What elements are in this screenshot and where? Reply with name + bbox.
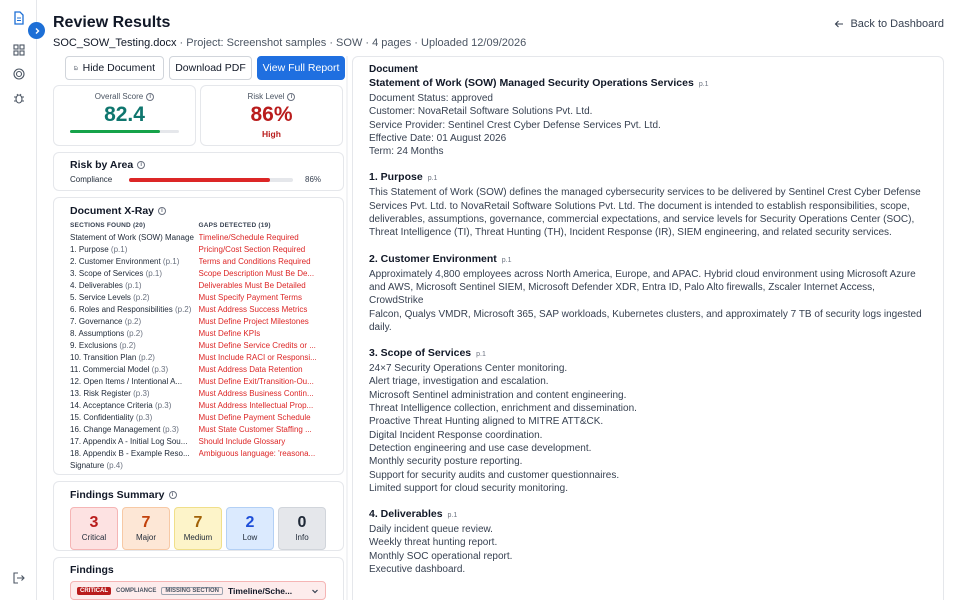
section-item[interactable] xyxy=(70,232,199,244)
section-page: (p.2) xyxy=(122,317,142,326)
severity-count: 2 xyxy=(245,514,255,531)
gap-item[interactable]: Must Address Intellectual Prop... xyxy=(198,401,314,410)
back-label: Back to Dashboard xyxy=(850,18,944,30)
section-item[interactable] xyxy=(70,460,199,472)
document-meta-line: Customer: NovaRetail Software Solutions Pvt. Ltd. xyxy=(369,106,593,118)
section-item[interactable] xyxy=(70,328,199,340)
finding-title: Timeline/Sche... xyxy=(228,585,293,596)
gap-item[interactable]: Ambiguous language: 'reasona... xyxy=(198,449,316,458)
nav-rail xyxy=(0,0,37,600)
info-icon[interactable]: i xyxy=(158,207,166,215)
risk-area-name: Compliance xyxy=(70,175,113,184)
section-line: Alert triage, investigation and escalation. xyxy=(369,376,549,388)
section-name: Signature xyxy=(70,461,105,470)
severity-count: 0 xyxy=(297,514,307,531)
bug-icon[interactable] xyxy=(11,90,26,105)
document-meta-line: Term: 24 Months xyxy=(369,146,444,158)
section-name: 4. Deliverables xyxy=(70,281,123,290)
findings-summary-card xyxy=(53,481,344,551)
section-name: 9. Exclusions xyxy=(70,341,118,350)
hide-document-label: Hide Document xyxy=(82,62,155,74)
section-name: 11. Commercial Model xyxy=(70,365,150,374)
section-line: deliverables, assumptions, governance, commercial expectations, and service levels for Security Operations Center (SOC), xyxy=(369,214,915,226)
document-title-text: Statement of Work (SOW) Managed Security Operations Services xyxy=(369,77,694,89)
gap-item[interactable]: Must Include RACI or Responsi... xyxy=(198,353,317,362)
page-tag: p.1 xyxy=(476,351,486,359)
page-tag: p.1 xyxy=(427,175,438,183)
finding-item[interactable] xyxy=(70,581,326,600)
section-item[interactable] xyxy=(70,388,199,400)
section-heading xyxy=(369,171,927,183)
section-body xyxy=(369,523,927,576)
section-page: (p.4) xyxy=(104,461,123,470)
section-heading-text: 2. Customer Environment xyxy=(369,252,497,265)
document-meta-line: Document Status: approved xyxy=(369,93,493,104)
section-name: 17. Appendix A - Initial Log Sou... xyxy=(70,437,188,446)
section-line: Daily incident queue review. xyxy=(369,524,493,536)
document-section xyxy=(369,347,927,495)
section-heading xyxy=(369,347,927,359)
gaps-list xyxy=(199,232,328,460)
section-page: (p.2) xyxy=(124,329,143,338)
document-section xyxy=(369,253,927,334)
section-name: 12. Open Items / Intentional A... xyxy=(70,377,183,386)
section-line: Monthly SOC operational report. xyxy=(369,550,513,562)
gap-item[interactable]: Pricing/Cost Section Required xyxy=(198,245,306,254)
section-line: 24×7 Security Operations Center monitoring. xyxy=(369,363,568,375)
gap-item[interactable]: Must Address Data Retention xyxy=(198,365,303,374)
page-title: Review Results xyxy=(53,14,171,31)
section-heading xyxy=(369,253,927,265)
section-name: 18. Appendix B - Example Reso... xyxy=(70,449,190,458)
section-page: (p.3) xyxy=(133,413,153,422)
severity-count-critical[interactable] xyxy=(70,507,118,550)
section-line: Detection engineering and use case development. xyxy=(369,442,592,454)
severity-badge: CRITICAL xyxy=(77,587,111,595)
findings-summary-title: Findings Summary xyxy=(70,489,165,501)
section-line: Services Pvt. Ltd. to NovaRetail Software Solutions Pvt. Ltd. The document is intended to establish responsibilities, scope, xyxy=(369,200,910,212)
section-page: (p.1) xyxy=(108,245,128,254)
section-item[interactable] xyxy=(70,340,199,352)
page-tag: p.1 xyxy=(501,256,512,264)
section-line: This Statement of Work (SOW) defines the managed cybersecurity services to be delivered by Sentinel Crest Cyber Defense xyxy=(369,187,921,199)
section-heading-text: 4. Deliverables xyxy=(369,508,443,521)
section-item[interactable] xyxy=(70,244,199,256)
info-icon[interactable]: i xyxy=(137,161,145,169)
section-line: Threat Intelligence (TI), Threat Hunting (TH), Incident Response (IR), SIEM engineering, and related security services. xyxy=(369,227,892,239)
page-tag: p.1 xyxy=(447,512,458,520)
document-meta-line: Effective Date: 01 August 2026 xyxy=(369,132,507,144)
section-page: (p.3) xyxy=(160,425,179,434)
section-line: Proactive Threat Hunting aligned to MITRE ATT&CK. xyxy=(369,416,604,428)
logout-icon[interactable] xyxy=(11,570,26,585)
section-name: 1. Purpose xyxy=(70,245,109,254)
document-section xyxy=(369,171,927,239)
section-heading-text: 3. Scope of Services xyxy=(369,347,472,360)
section-name: 10. Transition Plan xyxy=(70,353,137,362)
chevron-right-icon xyxy=(33,27,41,35)
section-body xyxy=(369,268,927,334)
section-body xyxy=(369,362,927,495)
gap-item[interactable]: Terms and Conditions Required xyxy=(198,257,311,266)
severity-label: Critical xyxy=(81,533,107,542)
section-page: (p.1) xyxy=(143,269,163,278)
gap-item[interactable]: Must Define Project Milestones xyxy=(198,317,309,326)
section-item[interactable] xyxy=(70,424,199,436)
risk-area-row xyxy=(70,175,327,184)
section-line: Microsoft Sentinel administration and content engineering. xyxy=(369,389,627,401)
gap-item[interactable]: Deliverables Must Be Detailed xyxy=(198,281,306,290)
section-line: Limited support for cloud security monitoring. xyxy=(369,482,568,494)
page-subtitle xyxy=(53,37,944,49)
severity-label: Info xyxy=(295,533,309,542)
left-panel-scrollbar[interactable] xyxy=(346,56,348,600)
section-name: 13. Risk Register xyxy=(70,389,131,398)
section-line: Weekly threat hunting report. xyxy=(369,537,498,549)
overall-score-card xyxy=(53,85,196,146)
section-name: 5. Service Levels xyxy=(70,293,131,302)
page-header xyxy=(53,14,944,54)
section-page: (p.2) xyxy=(136,353,155,362)
document-meta-line: Service Provider: Sentinel Crest Cyber Defense Services Pvt. Ltd. xyxy=(369,119,661,131)
sections-found-column xyxy=(70,222,199,472)
risk-level-card xyxy=(200,85,343,146)
section-page: (p.2) xyxy=(130,293,150,302)
gap-item[interactable]: Should Include Glossary xyxy=(198,437,286,446)
gap-item[interactable]: Must Define Exit/Transition-Ou... xyxy=(198,377,314,386)
risk-level-rating: High xyxy=(262,129,281,139)
overall-score-bar xyxy=(70,130,179,133)
grid-icon[interactable] xyxy=(11,42,26,57)
download-pdf-label: Download PDF xyxy=(175,62,246,74)
section-page: (p.3) xyxy=(149,365,169,374)
page-tag: p.1 xyxy=(698,81,709,88)
findings-title: Findings xyxy=(70,564,114,576)
risk-area-bar xyxy=(129,178,293,182)
gap-item[interactable]: Must Define Payment Schedule xyxy=(198,413,311,422)
section-line: and AWS, Microsoft Sentinel SIEM, Microsoft Defender XDR, Entra ID, Palo Alto firewalls, Zscaler Internet Access, CrowdStrike xyxy=(369,281,875,307)
section-name: 14. Acceptance Criteria xyxy=(70,401,153,410)
view-full-report-button[interactable] xyxy=(257,56,345,80)
section-page: (p.1) xyxy=(160,257,180,266)
file-meta: · Project: Screenshot samples · SOW · 4 pages · Uploaded 12/09/2026 xyxy=(176,37,527,49)
section-item[interactable] xyxy=(70,268,199,280)
severity-label: Major xyxy=(135,533,156,542)
sections-found-header: SECTIONS FOUND (20) xyxy=(70,222,146,229)
section-item[interactable] xyxy=(70,316,199,328)
info-icon[interactable]: i xyxy=(169,491,177,499)
section-line: Approximately 4,800 employees across North America, Europe, and APAC. Hybrid cloud environment using Microsoft Azure xyxy=(369,268,916,280)
section-name: 15. Confidentiality xyxy=(70,413,134,422)
results-panel xyxy=(53,56,346,600)
document-icon xyxy=(74,63,78,73)
section-name: 2. Customer Environment xyxy=(70,257,161,266)
document-viewer xyxy=(352,56,944,600)
section-heading-text: 1. Purpose xyxy=(369,171,423,184)
severity-count: 7 xyxy=(141,514,151,531)
section-item[interactable] xyxy=(70,304,199,316)
section-item[interactable] xyxy=(70,292,199,304)
severity-count-medium[interactable] xyxy=(174,507,222,550)
section-name: 7. Governance xyxy=(70,317,123,326)
risk-area-percent: 86% xyxy=(305,175,322,184)
document-title xyxy=(369,77,927,89)
sections-list xyxy=(70,232,199,472)
overall-score-value: 82.4 xyxy=(104,103,145,126)
section-item[interactable] xyxy=(70,352,199,364)
section-page: (p.2) xyxy=(117,341,136,350)
section-item[interactable] xyxy=(70,436,199,448)
hide-document-button[interactable] xyxy=(65,56,164,80)
category-badge: COMPLIANCE xyxy=(116,587,157,594)
back-to-dashboard-link[interactable] xyxy=(834,18,944,30)
section-line: Executive dashboard. xyxy=(369,564,466,576)
overall-score-label: Overall Score xyxy=(94,92,144,101)
document-label: Document xyxy=(369,64,418,75)
document-meta xyxy=(369,92,927,158)
section-line: Falcon, Qualys VMDR, Microsoft 365, SAP workloads, Kubernetes clusters, and approximately 7 TB of security logs ingested xyxy=(369,308,922,320)
file-name: SOC_SOW_Testing.docx xyxy=(53,37,177,49)
gaps-detected-header: GAPS DETECTED (19) xyxy=(198,222,271,229)
severity-count: 7 xyxy=(193,514,203,531)
risk-by-area-card xyxy=(53,152,344,191)
arrow-left-icon xyxy=(834,19,844,29)
document-section xyxy=(369,508,927,576)
section-item[interactable] xyxy=(70,280,199,292)
section-page: (p.3) xyxy=(152,401,172,410)
document-xray-card xyxy=(53,197,344,475)
section-page: (p.3) xyxy=(130,389,150,398)
section-name: 6. Roles and Responsibilities xyxy=(70,305,173,314)
chevron-down-icon[interactable] xyxy=(311,587,319,595)
section-name: 8. Assumptions xyxy=(70,329,125,338)
gap-item[interactable]: Scope Description Must Be De... xyxy=(198,269,315,278)
info-icon[interactable]: i xyxy=(287,93,295,101)
section-item[interactable] xyxy=(70,256,199,268)
type-badge: MISSING SECTION xyxy=(161,587,223,595)
section-item[interactable] xyxy=(70,376,199,388)
risk-level-value: 86% xyxy=(250,103,293,126)
section-heading xyxy=(369,508,927,520)
gap-item[interactable]: Must Define Service Credits or ... xyxy=(198,341,316,350)
action-bar xyxy=(65,56,346,80)
gap-item[interactable]: Timeline/Schedule Required xyxy=(198,233,299,242)
view-full-report-label: View Full Report xyxy=(262,62,340,74)
section-line: daily. xyxy=(369,321,392,333)
section-line: Support for security audits and customer questionnaires. xyxy=(369,469,620,481)
section-item[interactable] xyxy=(70,364,199,376)
sidebar-toggle-button[interactable] xyxy=(28,22,45,39)
info-icon[interactable]: i xyxy=(146,93,154,101)
section-item[interactable] xyxy=(70,448,199,460)
score-cards xyxy=(53,85,344,146)
risk-level-label: Risk Level xyxy=(247,92,285,101)
findings-card xyxy=(53,557,344,600)
severity-count-info[interactable] xyxy=(278,507,326,550)
section-item[interactable] xyxy=(70,412,199,424)
download-pdf-button[interactable] xyxy=(169,56,252,80)
overall-score-bar-fill xyxy=(70,130,160,133)
gap-item[interactable]: Must Address Success Metrics xyxy=(198,305,308,314)
document-icon[interactable] xyxy=(11,10,26,25)
section-name: 3. Scope of Services xyxy=(70,269,144,278)
section-page: (p.2) xyxy=(172,305,192,314)
gap-item[interactable]: Must Address Business Contin... xyxy=(198,389,314,398)
section-line: Threat Intelligence collection, enrichment and dissemination. xyxy=(369,403,637,415)
section-name: Statement of Work (SOW) Manage xyxy=(70,233,194,242)
severity-label: Low xyxy=(242,533,258,542)
findings-summary-counts xyxy=(70,507,327,550)
section-line: Digital Incident Response coordination. xyxy=(369,429,543,441)
target-icon[interactable] xyxy=(11,66,26,81)
document-sections xyxy=(369,171,927,576)
section-item[interactable] xyxy=(70,400,199,412)
section-page: (p.1) xyxy=(122,281,142,290)
severity-count-major[interactable] xyxy=(122,507,170,550)
section-body xyxy=(369,186,927,239)
severity-label: Medium xyxy=(183,533,213,542)
risk-area-bar-fill xyxy=(129,178,270,182)
xray-title: Document X-Ray xyxy=(70,205,155,217)
gap-item[interactable]: Must Define KPIs xyxy=(198,329,261,338)
section-name: 16. Change Management xyxy=(70,425,161,434)
gaps-detected-column xyxy=(199,222,328,472)
severity-count: 3 xyxy=(89,514,99,531)
section-line: Monthly security posture reporting. xyxy=(369,456,523,468)
severity-count-low[interactable] xyxy=(226,507,274,550)
gap-item[interactable]: Must State Customer Staffing ... xyxy=(198,425,312,434)
gap-item[interactable]: Must Specify Payment Terms xyxy=(198,293,302,302)
risk-by-area-title: Risk by Area xyxy=(70,159,134,171)
